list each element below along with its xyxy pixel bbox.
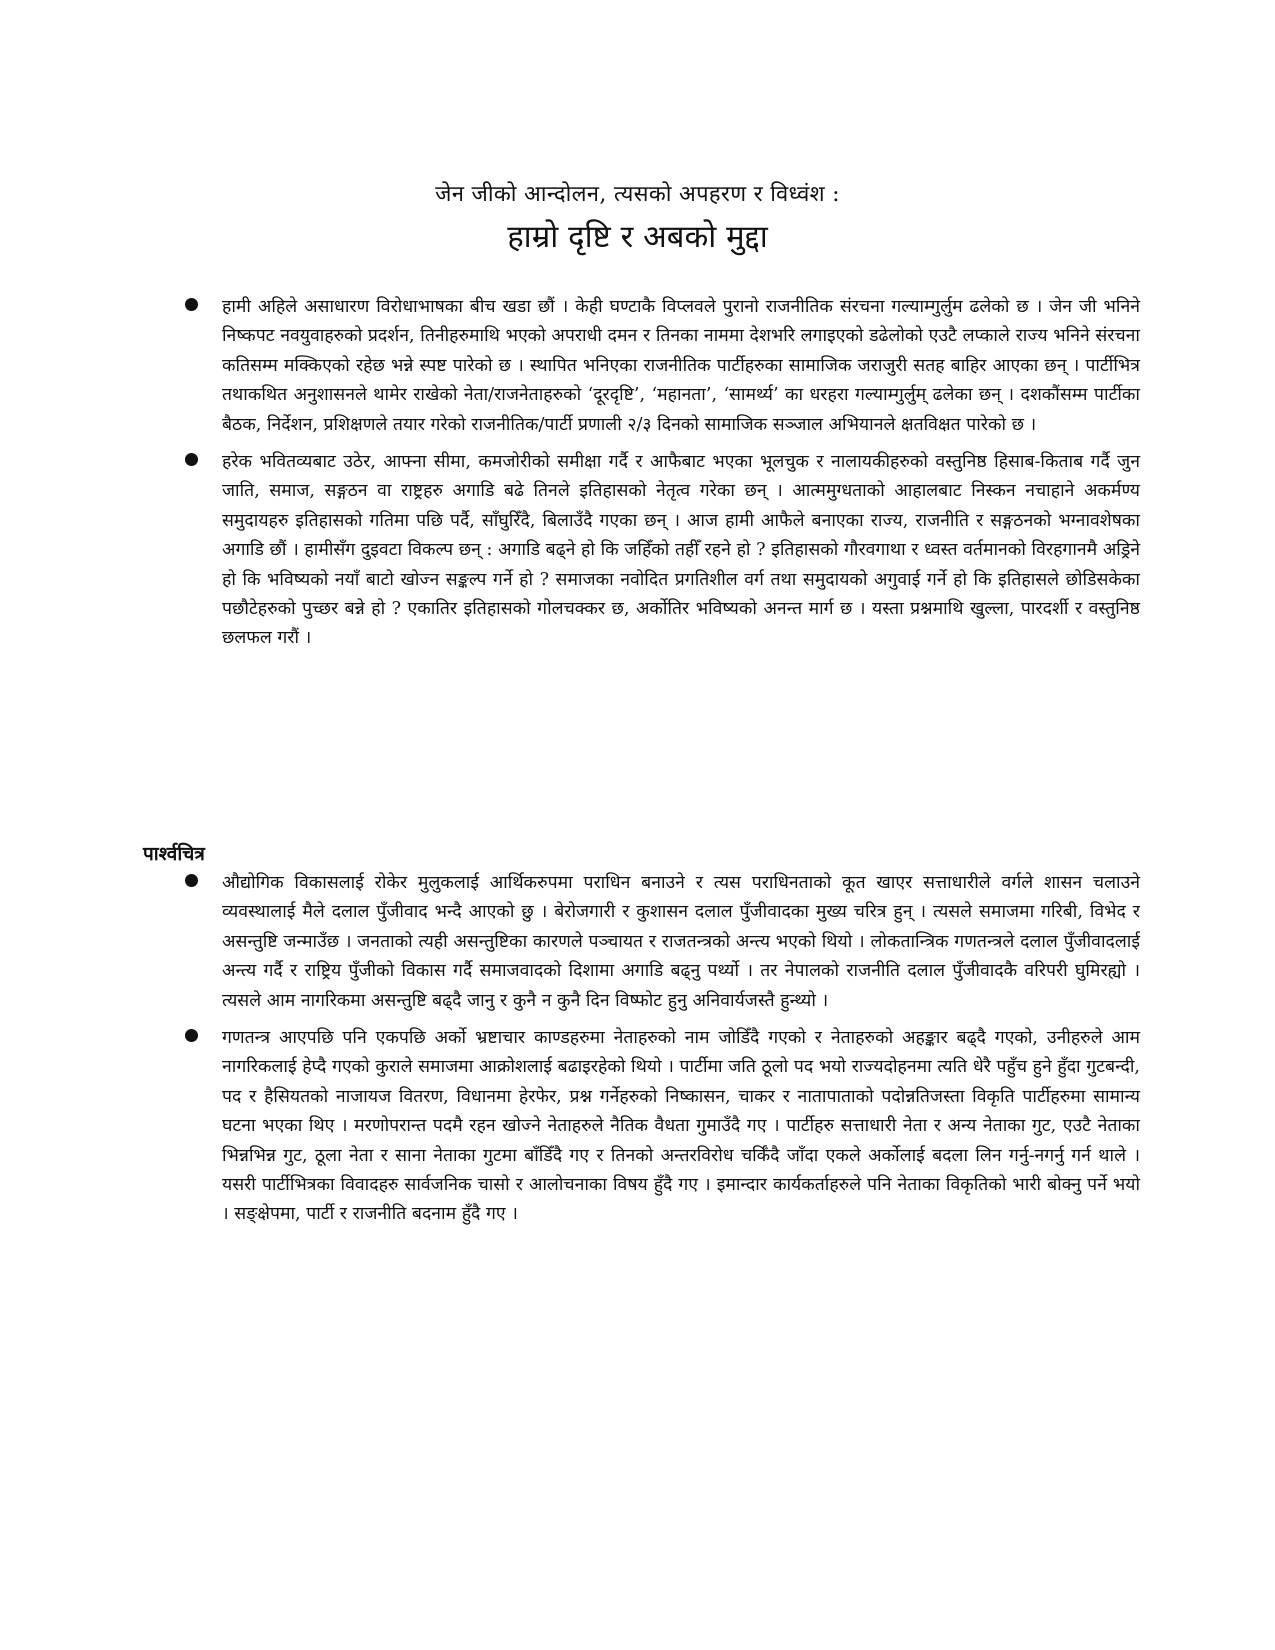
intro-section — [0, 293, 1275, 662]
background-bullet-list — [0, 869, 1275, 1230]
paragraph: हामी अहिले असाधारण विरोधाभाषका बीच खडा छौं । केही घण्टाकै विप्लवले पुरानो राजनीतिक संरचना गल्याम्गुर्लुम ढलेको छ । जेन जी भनिने निष्कपट नवयुवाहरुको प्रदर्शन, तिनीहरुमाथि भएको अपराधी दमन र तिनका नाममा देशभरि लगाइएको डढेलोको एउटै लप्काले राज्य भनिने संरचना कतिसम्म मक्किएको रहेछ भन्ने स्पष्ट पारेको छ । स्थापित भनिएका राजनीतिक पार्टीहरुका सामाजिक जराजुरी सतह बाहिर आएका छन् । पार्टीभित्र तथाकथित अनुशासनले थामेर राखेको नेता/राजनेताहरुको ‘दूरदृष्टि’, ‘महानता’, ‘सामर्थ्य’ का धरहरा गल्याम्गुर्लुम् ढलेका छन् । दशकौंसम्म पार्टीका बैठक, निर्देशन, प्रशिक्षणले तयार गरेको राजनीतिक/पार्टी प्रणाली २/३ दिनको सामाजिक सञ्जाल अभियानले क्षतविक्षत पारेको छ । — [222, 297, 1140, 435]
list-item — [0, 448, 1275, 654]
title-block — [0, 178, 1275, 260]
intro-bullet-list — [0, 293, 1275, 654]
paragraph: औद्योगिक विकासलाई रोकेर मुलुकलाई आर्थिकरुपमा पराधिन बनाउने र त्यस पराधिनताको कूत खाएर सत्ताधारीले वर्गले शासन चलाउने व्यवस्थालाई मैले दलाल पुँजीवाद भन्दै आएको छु । बेरोजगारी र कुशासन दलाल पुँजीवादका मुख्य चरित्र हुन् । त्यसले समाजमा गरिबी, विभेद र असन्तुष्टि जन्माउँछ । जनताको त्यही असन्तुष्टिका कारणले पञ्चायत र राजतन्त्रको अन्त्य भएको थियो । लोकतान्त्रिक गणतन्त्रले दलाल पुँजीवादलाई अन्त्य गर्दै र राष्ट्रिय पुँजीको विकास गर्दै समाजवादको दिशामा अगाडि बढ्नु पर्थ्यो । तर नेपालको राजनीति दलाल पुँजीवादकै वरिपरी घुमिरह्यो । त्यसले आम नागरिकमा असन्तुष्टि बढ्दै जानु र कुनै न कुनै दिन विष्फोट हुनु अनिवार्यजस्तै हुन्थ्यो । — [222, 873, 1140, 1011]
list-item — [0, 1024, 1275, 1230]
paragraph: हरेक भवितव्यबाट उठेर, आफ्ना सीमा, कमजोरीको समीक्षा गर्दै र आफैबाट भएका भूलचुक र नालायकीहरुको वस्तुनिष्ठ हिसाब-किताब गर्दै जुन जाति, समाज, सङ्गठन वा राष्ट्रहरु अगाडि बढे तिनले इतिहासको नेतृत्व गरेका छन् । आत्ममुग्धताको आहालबाट निस्कन नचाहाने अकर्मण्य समुदायहरु इतिहासको गतिमा पछि पर्दै, साँघुरिँदै, बिलाउँदै गएका छन् । आज हामी आफैले बनाएका राज्य, राजनीति र सङ्गठनको भग्नावशेषका अगाडि छौं । हामीसँग दुइवटा विकल्प छन् : अगाडि बढ्ने हो कि जहिँको तहीँ रहने हो ? इतिहासको गौरवगाथा र ध्वस्त वर्तमानको विरहगानमै अड्रिने हो कि भविष्यको नयाँ बाटो खोज्न सङ्कल्प गर्ने हो ? समाजका नवोदित प्रगतिशील वर्ग तथा समुदायको अगुवाई गर्ने हो कि इतिहासले छोडिसकेका पछौटेहरुको पुच्छर बन्ने हो ? एकातिर इतिहासको गोलचक्कर छ, अर्कोतिर भविष्यको अनन्त मार्ग छ । यस्ता प्रश्नमाथि खुल्ला, पारदर्शी र वस्तुनिष्ठ छलफल गरौं । — [222, 452, 1140, 649]
background-section — [0, 869, 1275, 1238]
bullet-icon — [185, 874, 198, 887]
list-item — [0, 293, 1275, 440]
section-heading: पार्श्वचित्र — [143, 843, 205, 865]
list-item — [0, 869, 1275, 1016]
bullet-icon — [185, 453, 198, 466]
document-title: जेन जीको आन्दोलन, त्यसको अपहरण र विध्वंश : — [435, 182, 840, 207]
paragraph: गणतन्त्र आएपछि पनि एकपछि अर्को भ्रष्टाचार काण्डहरुमा नेताहरुको नाम जोडिँदै गएको र नेताहरुको अहङ्कार बढ्दै गएको, उनीहरुले आम नागरिकलाई हेप्दै गएको कुराले समाजमा आक्रोशलाई बढाइरहेको थियो । पार्टीमा जति ठूलो पद भयो राज्यदोहनमा त्यति धेरै पहुँच हुने हुँदा गुटबन्दी, पद र हैसियतको नाजायज वितरण, विधानमा हेरफेर, प्रश्न गर्नेहरुको निष्कासन, चाकर र नातापाताको पदोन्नतिजस्ता विकृति पार्टीहरुमा सामान्य घटना भएका थिए । मरणोपरान्त पदमै रहन खोज्ने नेताहरुले नैतिक वैधता गुमाउँदै गए । पार्टीहरु सत्ताधारी नेता र अन्य नेताका गुट, एउटै नेताका भिन्नभिन्न गुट, ठूला नेता र साना नेताका गुटमा बाँडिँदै गए र तिनको अन्तरविरोध चर्किँदै जाँदा एकले अर्कोलाई बदला लिन गर्नु-नगर्नु गर्न थाले । यसरी पार्टीभित्रका विवादहरु सार्वजनिक चासो र आलोचनाका विषय हुँदै गए । इमान्दार कार्यकर्ताहरुले पनि नेताका विकृतिको भारी बोक्नु पर्ने भयो । सङ्क्षेपमा, पार्टी र राजनीति बदनाम हुँदै गए । — [222, 1028, 1140, 1225]
bullet-icon — [185, 1029, 198, 1042]
document-subtitle: हाम्रो दृष्टि र अबको मुद्दा — [507, 219, 768, 255]
bullet-icon — [185, 298, 198, 311]
